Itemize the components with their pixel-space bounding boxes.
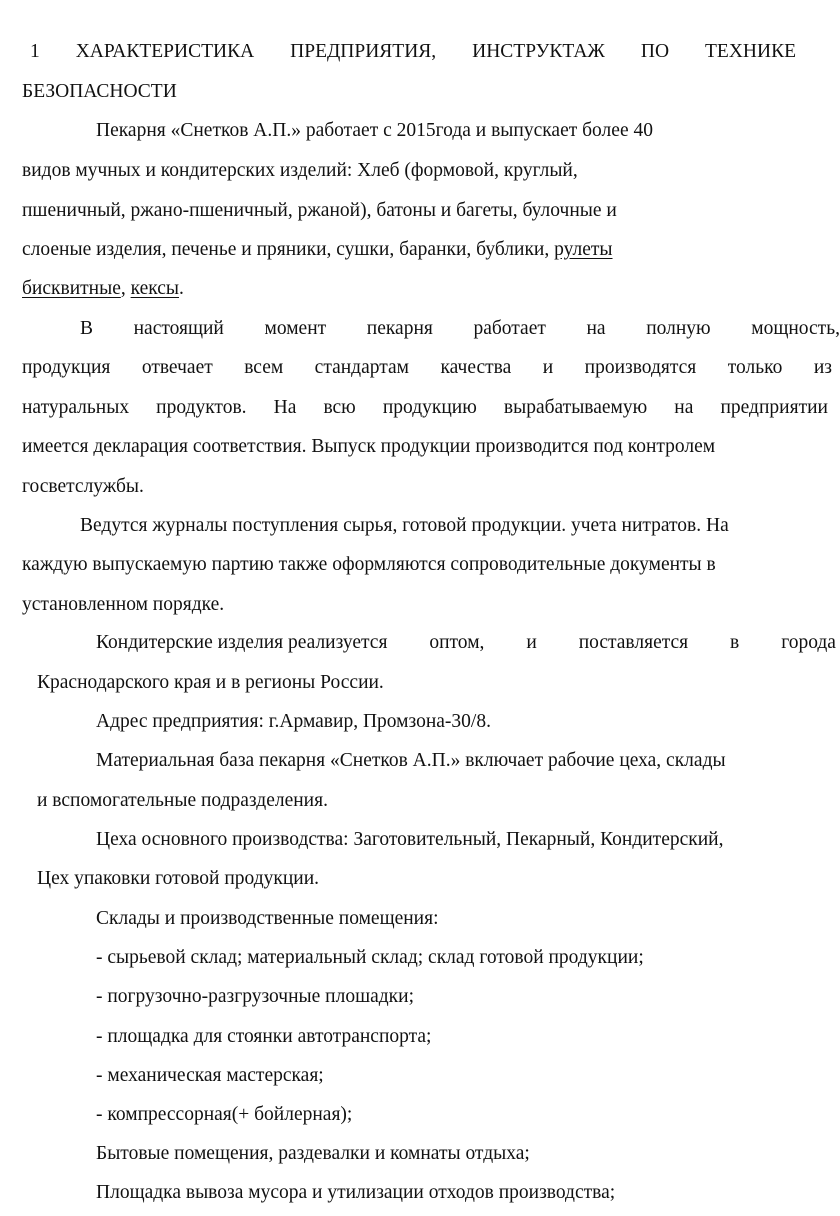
p2-word: и: [542, 357, 554, 378]
p4-word: оптом,: [429, 632, 485, 653]
p2-word: продукция: [22, 357, 111, 378]
link-keksy[interactable]: кексы: [130, 278, 179, 299]
list-item: - площадка для стоянки автотранспорта;: [96, 1026, 432, 1047]
p6-line-2: и вспомогательные подразделения.: [37, 790, 328, 811]
p3-line-1: Ведутся журналы поступления сырья, готовой продукции. учета нитратов. На: [80, 515, 729, 536]
p7-line-2: Цех упаковки готовой продукции.: [37, 868, 320, 889]
p2-line-2: [22, 355, 832, 381]
p2-word: работает: [473, 318, 546, 339]
p2-word: всем: [244, 357, 284, 378]
p2-word: только: [727, 357, 783, 378]
p3-line-2: каждую выпускаемую партию также оформляются сопроводительные документы в: [22, 554, 716, 575]
p10-line-1: Площадка вывоза мусора и утилизации отходов производства;: [96, 1182, 616, 1203]
p1-line-4: [22, 237, 613, 263]
p4-word: и: [526, 632, 537, 653]
p3-line-3: установленном порядке.: [22, 594, 225, 615]
heading-word: ПО: [640, 41, 670, 62]
heading-word: ПРЕДПРИЯТИЯ,: [290, 41, 437, 62]
list-item: - механическая мастерская;: [96, 1065, 324, 1086]
p4-word: Кондитерские изделия реализуется: [96, 632, 388, 653]
p1-sep: ,: [120, 278, 131, 299]
p4-line-1: [96, 630, 836, 656]
list-item: - компрессорная(+ бойлерная);: [96, 1104, 353, 1125]
p4-word: в: [730, 632, 740, 653]
p8-line-1: Склады и производственные помещения:: [96, 908, 439, 929]
p1-line-3: пшеничный, ржано-пшеничный, ржаной), батоны и багеты, булочные и: [22, 200, 617, 221]
p2-line-1: [80, 316, 840, 342]
p2-word: стандартам: [314, 357, 410, 378]
heading-word: ИНСТРУКТАЖ: [472, 41, 605, 62]
list-item: - сырьевой склад; материальный склад; склад готовой продукции;: [96, 947, 644, 968]
heading-word: ХАРАКТЕРИСТИКА: [75, 41, 255, 62]
p2-word: мощность,: [751, 318, 840, 339]
p2-line-4: имеется декларация соответствия. Выпуск продукции производится под контролем: [22, 436, 716, 457]
p2-word: предприятии: [720, 397, 828, 418]
p2-word: На: [273, 397, 297, 418]
p2-word: всю: [323, 397, 356, 418]
list-item: - погрузочно-разгрузочные плошадки;: [96, 986, 415, 1007]
p2-word: продукцию: [382, 397, 477, 418]
p2-word: на: [586, 318, 606, 339]
p2-line-3: [22, 395, 828, 421]
p1-line-1: Пекарня «Снетков А.П.» работает с 2015года и выпускает более 40: [96, 120, 653, 141]
link-rulety[interactable]: рулеты: [554, 239, 613, 260]
p2-word: вырабатываемую: [503, 397, 648, 418]
heading-line-2: БЕЗОПАСНОСТИ: [22, 81, 177, 102]
p2-word: продуктов.: [156, 397, 247, 418]
p2-word: из: [813, 357, 832, 378]
p2-word: В: [80, 318, 94, 339]
p4-word: поставляется: [578, 632, 689, 653]
p4-line-2: Краснодарского края и в регионы России.: [37, 672, 384, 693]
p2-line-5: госветслужбы.: [22, 476, 144, 497]
p2-word: качества: [440, 357, 512, 378]
p4-word: города: [781, 632, 836, 653]
p2-word: пекарня: [366, 318, 433, 339]
p6-line-1: Материальная база пекарня «Снетков А.П.» включает рабочие цеха, склады: [96, 750, 726, 771]
p2-word: на: [674, 397, 694, 418]
p1-line-4-text: слоеные изделия, печенье и пряники, сушки, баранки, бублики,: [22, 239, 555, 260]
link-biskvitnye[interactable]: бисквитные: [22, 278, 121, 299]
p2-word: полную: [646, 318, 711, 339]
p2-word: натуральных: [22, 397, 130, 418]
heading-word: ТЕХНИКЕ: [705, 41, 796, 62]
p7-line-1: Цеха основного производства: Заготовительный, Пекарный, Кондитерский,: [96, 829, 724, 850]
address-line: Адрес предприятия: г.Армавир, Промзона-30/8.: [96, 711, 491, 732]
p2-word: настоящий: [133, 318, 224, 339]
p1-line-5: [22, 276, 184, 302]
p1-line-2: видов мучных и кондитерских изделий: Хлеб (формовой, круглый,: [22, 160, 578, 181]
p2-word: момент: [264, 318, 327, 339]
p2-word: отвечает: [141, 357, 213, 378]
p1-end: .: [178, 278, 184, 299]
heading-word: 1: [30, 41, 40, 62]
p9-line-1: Бытовые помещения, раздевалки и комнаты отдыха;: [96, 1143, 530, 1164]
p2-word: производятся: [584, 357, 697, 378]
heading-line-1: [30, 39, 796, 65]
